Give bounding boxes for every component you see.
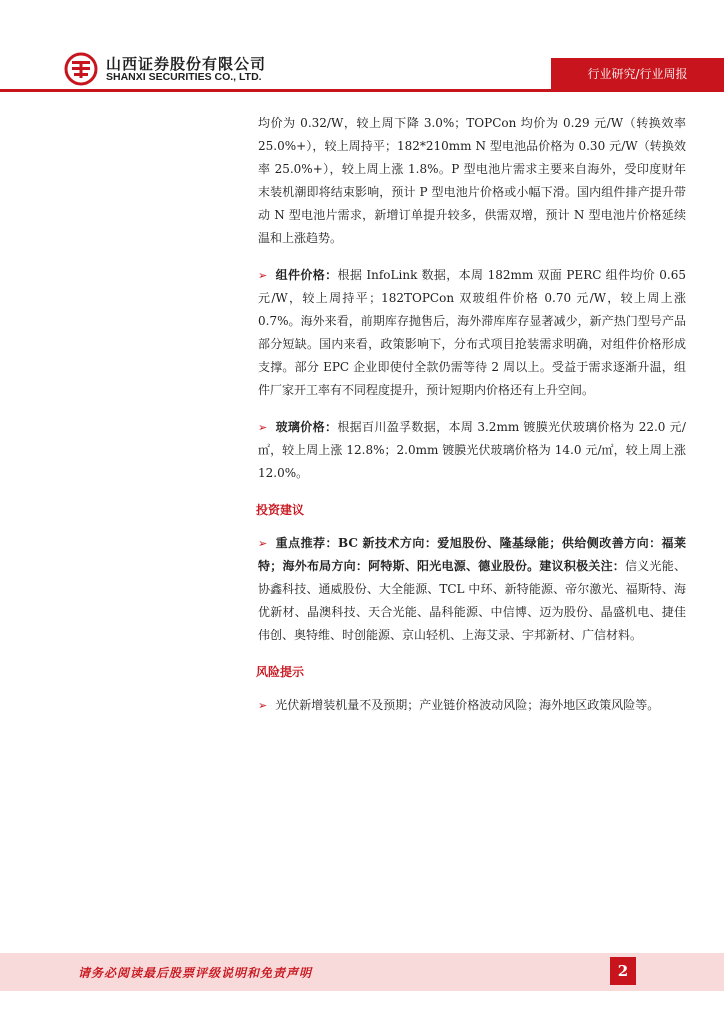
module-price-label: 组件价格： — [275, 268, 338, 282]
risk-section-title: 风险提示 — [256, 665, 305, 679]
footer-disclaimer: 请务必阅读最后股票评级说明和免责声明 — [78, 966, 313, 980]
footer — [0, 953, 724, 991]
risk-bullet — [258, 694, 686, 717]
module-price-text: 根据 InfoLink 数据，本周 182mm 双面 PERC 组件均价 0.65 元/W，较上周持平；182TOPCon 双玻组件价格 0.70 元/W，较上周上涨 0.7%。海外来看，前期库存抛售后，海外滞库库存显著减少，新产热门型号产品部分短缺。国内来看，政策影响下，分布式项目抢装需求明确，对组件价格形成支撑。部分 EPC 企业即使付全款仍需等待 2 周以上。受益于需求逐渐升温，组件厂家开工率有不同程度提升，预计短期内价格还有上升空间。 — [258, 268, 686, 397]
risk-text: 光伏新增装机量不及预期；产业链价格波动风险；海外地区政策风险等。 — [275, 698, 660, 712]
bullet-arrow-icon: ➢ — [258, 421, 268, 434]
header-divider — [0, 89, 724, 92]
cell-price-paragraph: 均价为 0.32/W，较上周下降 3.0%；TOPCon 均价为 0.29 元/W（转换效率 25.0%+），较上周持平；182*210mm N 型电池品价格为 0.30 元/W（转换效率 25.0%+），较上周上涨 1.8%。P 型电池片需求主要来自海外，受印度财年末装机潮即将结束影响，预计 P 型电池片价格或小幅下滑。国内组件排产提升带动 N 型电池片需求，新增订单提升较多，供需双增，预计 N 型电池片价格延续温和上涨趋势。 — [258, 116, 686, 245]
logo — [64, 52, 294, 86]
company-logo-icon — [64, 52, 98, 86]
glass-price-bullet — [258, 416, 686, 485]
glass-price-text: 根据百川盈孚数据，本周 3.2mm 镀膜光伏玻璃价格为 22.0 元/㎡，较上周上涨 12.8%；2.0mm 镀膜光伏玻璃价格为 14.0 元/㎡，较上周上涨 12.0%。 — [258, 420, 686, 480]
company-name-cn: 山西证券股份有限公司 — [106, 55, 267, 73]
page-number: 2 — [610, 957, 636, 985]
company-name-en: SHANXI SECURITIES CO., LTD. — [106, 71, 262, 83]
invest-recommend-label: 重点推荐：BC 新技术方向：爱旭股份、隆基绿能；供给侧改善方向：福莱特；海外布局方向：阿特斯、阳光电源、德业股份。建议积极关注： — [258, 536, 686, 573]
report-type-badge: 行业研究/行业周报 — [551, 58, 724, 89]
invest-bullet — [258, 532, 686, 647]
report-body — [258, 112, 686, 731]
glass-price-label: 玻璃价格： — [275, 420, 338, 434]
invest-section-title: 投资建议 — [256, 503, 305, 517]
invest-recommend-text: 信义光能、协鑫科技、通威股份、大全能源、TCL 中环、新特能源、帝尔激光、福斯特、海优新材、晶澳科技、天合光能、晶科能源、中信博、迈为股份、晶盛机电、捷佳伟创、奥特维、时创能源、京山轻机、上海艾录、宇邦新材、广信材料。 — [258, 559, 686, 642]
bullet-arrow-icon: ➢ — [258, 537, 268, 550]
bullet-arrow-icon: ➢ — [258, 699, 268, 712]
bullet-arrow-icon: ➢ — [258, 269, 268, 282]
module-price-bullet — [258, 264, 686, 402]
